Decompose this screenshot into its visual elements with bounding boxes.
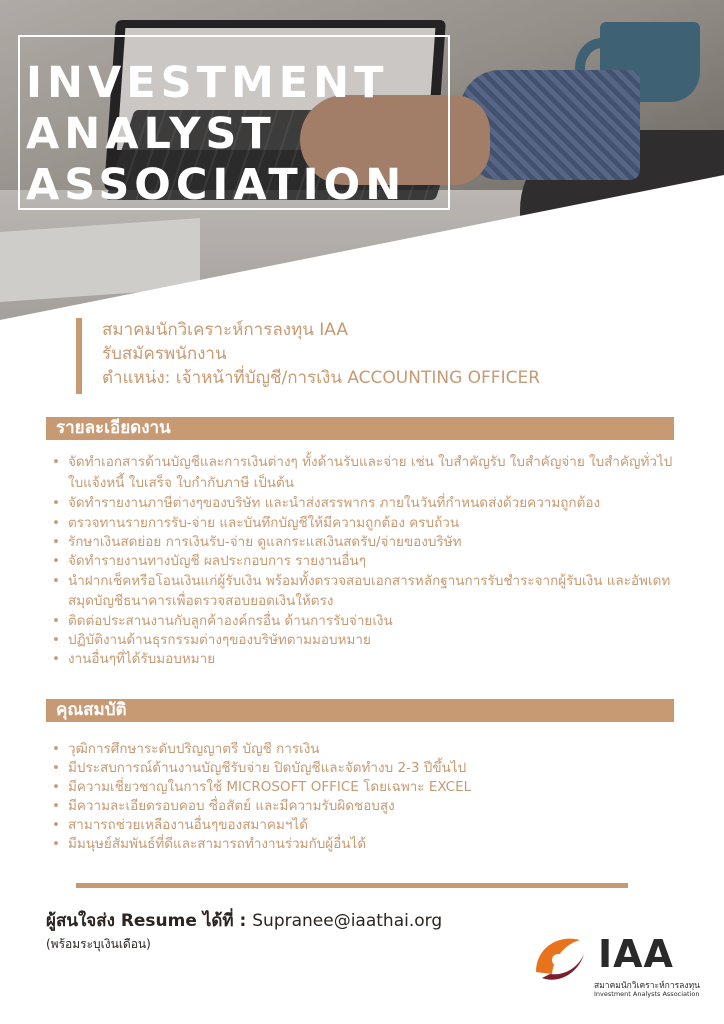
list-item: • จัดทำรายงานภาษีต่างๆของบริษัท และนำส่งสรรพากร ภายในวันที่กำหนดส่งด้วยความถูกต้อง	[46, 493, 674, 514]
list-item: • นำฝากเช็คหรือโอนเงินแก่ผู้รับเงิน พร้อมทั้งตรวจสอบเอกสารหลักฐานการรับชำระจากผู้รับเงิน และอัพเดทสมุดบัญชีธนาคารเพื่อตรวจสอบยอดเงินให้ตรง	[46, 571, 674, 612]
logo-thai-name: สมาคมนักวิเคราะห์การลงทุน	[594, 981, 700, 991]
position-title: ตำแหน่ง: เจ้าหน้าที่บัญชี/การเงิน ACCOUNTING OFFICER	[102, 368, 541, 388]
list-item: • มีความเชี่ยวชาญในการใช้ MICROSOFT OFFICE โดยเฉพาะ EXCEL	[46, 778, 674, 797]
list-item: • วุฒิการศึกษาระดับปริญญาตรี บัญชี การเงิน	[46, 740, 674, 759]
contact-line	[46, 907, 442, 934]
list-item: • มีความละเอียดรอบคอบ ซื่อสัตย์ และมีความรับผิดชอบสูง	[46, 797, 674, 816]
list-item: • มีประสบการณ์ด้านงานบัญชีรับจ่าย ปิดบัญชีและจัดทำงบ 2-3 ปีขึ้นไป	[46, 759, 674, 778]
list-item: • ติดต่อประสานงานกับลูกค้าองค์กรอื่น ด้านการรับจ่ายเงิน	[46, 612, 674, 631]
title-line: ASSOCIATION	[26, 160, 407, 210]
section-divider	[76, 883, 628, 888]
list-item: • สามารถช่วยเหลืองานอื่นๆของสมาคมฯได้	[46, 816, 674, 835]
iaa-logo	[528, 928, 708, 1018]
job-intro	[76, 318, 540, 394]
list-item: • จัดทำเอกสารด้านบัญชีและการเงินต่างๆ ทั้งด้านรับและจ่าย เช่น ใบสำคัญรับ ใบสำคัญจ่าย ใบสำคัญทั่วไป ใบแจ้งหนี้ ใบเสร็จ ใบกำกับภาษี เป็นต้น	[46, 452, 674, 493]
job-details-list	[46, 452, 674, 669]
contact-email-link[interactable]: Supranee@iaathai.org	[252, 911, 443, 931]
title-line: ANALYST	[26, 109, 276, 159]
list-item: • มีมนุษย์สัมพันธ์ที่ดีและสามารถทำงานร่วมกับผู้อื่นได้	[46, 835, 674, 854]
list-item: • ปฏิบัติงานด้านธุรกรรมต่างๆของบริษัทตามมอบหมาย	[46, 631, 674, 650]
list-item: • จัดทำรายงานทางบัญชี ผลประกอบการ รายงานอื่นๆ	[46, 552, 674, 571]
logo-english-name: Investment Analysts Association	[594, 990, 700, 998]
job-details-heading: รายละเอียดงาน	[46, 417, 674, 440]
logo-wordmark: IAA	[598, 932, 674, 976]
qualifications-heading: คุณสมบัติ	[46, 699, 674, 722]
salary-note: (พร้อมระบุเงินเดือน)	[46, 937, 151, 951]
title-line: INVESTMENT	[26, 58, 389, 108]
iaa-logo-mark-icon	[528, 928, 588, 988]
list-item: • ตรวจทานรายการรับ-จ่าย และบันทึกบัญชีให้มีความถูกต้อง ครบถ้วน	[46, 514, 674, 533]
association-name: สมาคมนักวิเคราะห์การลงทุน IAA	[102, 320, 349, 340]
contact-label: ผู้สนใจส่ง Resume ได้ที่ :	[46, 911, 253, 931]
list-item: • รักษาเงินสดย่อย การเงินรับ-จ่าย ดูแลกระแสเงินสดรับ/จ่ายของบริษัท	[46, 533, 674, 552]
list-item: • งานอื่นๆที่ได้รับมอบหมาย	[46, 650, 674, 669]
recruiting-label: รับสมัครพนักงาน	[102, 344, 227, 364]
poster-title	[26, 58, 406, 211]
hero-photo	[0, 0, 724, 320]
qualifications-list	[46, 740, 674, 854]
